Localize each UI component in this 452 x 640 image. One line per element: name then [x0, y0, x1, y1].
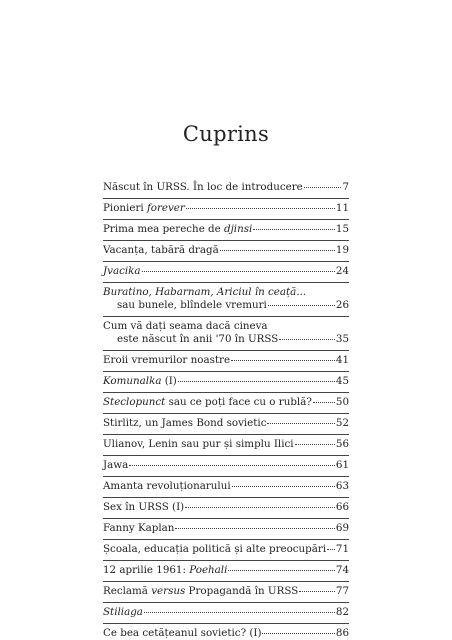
page-number: 74 — [336, 564, 349, 577]
entry-divider — [103, 581, 349, 582]
dot-leader — [228, 570, 334, 571]
page-number: 52 — [336, 417, 349, 430]
page-number: 24 — [336, 265, 349, 278]
entry-title-text: Cum vă dați seama dacă cineva — [103, 320, 268, 333]
toc-entry — [103, 371, 349, 389]
table-of-contents — [103, 181, 349, 640]
entry-divider — [103, 623, 349, 624]
entry-title-text: Poehali — [189, 564, 227, 577]
entry-title-text: Școala, educația politică și alte preocupări — [103, 543, 326, 556]
toc-line — [103, 627, 349, 640]
toc-entry — [103, 350, 349, 368]
toc-line — [103, 299, 349, 312]
entry-title-text: este născut în anii '70 în URSS — [117, 333, 278, 346]
toc-entry — [103, 518, 349, 536]
toc-line — [103, 223, 349, 236]
entry-divider — [103, 316, 349, 317]
entry-title-text: Buratino, Habarnam, Ariciul în ceață — [103, 286, 296, 299]
toc-line — [103, 354, 349, 367]
toc-entry — [103, 623, 349, 640]
entry-divider — [103, 413, 349, 414]
page-number: 19 — [336, 244, 349, 257]
entry-divider — [103, 219, 349, 220]
page-number: 69 — [336, 522, 349, 535]
toc-line — [103, 522, 349, 535]
entry-divider — [103, 434, 349, 435]
dot-leader — [231, 360, 335, 361]
toc-entry — [103, 476, 349, 494]
dot-leader — [129, 465, 335, 466]
entry-divider — [103, 518, 349, 519]
page-number: 63 — [336, 480, 349, 493]
entry-title-text: sau bunele, blîndele vremuri — [117, 299, 267, 312]
toc-line — [103, 286, 349, 299]
toc-entry — [103, 240, 349, 258]
entry-divider — [103, 497, 349, 498]
dot-leader — [313, 402, 335, 403]
toc-entry — [103, 282, 349, 313]
toc-line — [103, 320, 349, 333]
toc-line — [103, 564, 349, 577]
entry-title-text: Ulianov, Lenin sau pur și simplu Ilici — [103, 438, 294, 451]
toc-line — [103, 333, 349, 346]
toc-entry — [103, 602, 349, 620]
entry-title-text: Jvacika — [103, 265, 141, 278]
dot-leader — [175, 528, 334, 529]
entry-title-text: Născut în URSS. În loc de introducere — [103, 181, 303, 194]
toc-entry — [103, 413, 349, 431]
entry-title-text: Ce bea cetățeanul sovietic? (I) — [103, 627, 261, 640]
entry-title-text: Steclopunct — [103, 396, 165, 409]
toc-line — [103, 501, 349, 514]
toc-entry — [103, 434, 349, 452]
entry-title-text: forever — [147, 202, 185, 215]
toc-entry — [103, 219, 349, 237]
toc-entry — [103, 198, 349, 216]
page-number: 77 — [336, 585, 349, 598]
page-number: 41 — [336, 354, 349, 367]
entry-title-text: Stiliaga — [103, 606, 143, 619]
entry-title-text: Sex în URSS (I) — [103, 501, 184, 514]
page-number: 50 — [336, 396, 349, 409]
dot-leader — [142, 271, 335, 272]
entry-title-text: Fanny Kaplan — [103, 522, 174, 535]
entry-title-text: Prima mea pereche de — [103, 223, 224, 236]
page-number: 11 — [336, 202, 349, 215]
entry-divider — [103, 198, 349, 199]
dot-leader — [279, 339, 335, 340]
entry-title-text: Eroii vremurilor noastre — [103, 354, 230, 367]
dot-leader — [178, 381, 335, 382]
page-number: 86 — [336, 627, 349, 640]
toc-entry — [103, 181, 349, 194]
entry-divider — [103, 350, 349, 351]
page-number: 15 — [336, 223, 349, 236]
dot-leader — [262, 633, 334, 634]
toc-entry — [103, 261, 349, 279]
entry-title-text: 12 aprilie 1961: — [103, 564, 189, 577]
dot-leader — [327, 549, 335, 550]
entry-divider — [103, 539, 349, 540]
dot-leader — [253, 229, 335, 230]
toc-line — [103, 417, 349, 430]
page-number: 82 — [336, 606, 349, 619]
page-number: 71 — [336, 543, 349, 556]
dot-leader — [220, 250, 335, 251]
toc-line — [103, 202, 349, 215]
toc-line — [103, 375, 349, 388]
toc-line — [103, 438, 349, 451]
entry-title-text: (I) — [161, 375, 176, 388]
entry-divider — [103, 261, 349, 262]
toc-line — [103, 585, 349, 598]
dot-leader — [186, 208, 335, 209]
entry-title-text: Amanta revoluționarului — [103, 480, 231, 493]
page-number: 61 — [336, 459, 349, 472]
toc-entry — [103, 560, 349, 578]
page-number: 56 — [336, 438, 349, 451]
dot-leader — [295, 444, 335, 445]
entry-title-text: Pionieri — [103, 202, 147, 215]
dot-leader — [268, 305, 335, 306]
entry-divider — [103, 455, 349, 456]
page-title: Cuprins — [0, 122, 452, 146]
page-number: 66 — [336, 501, 349, 514]
dot-leader — [299, 591, 335, 592]
entry-title-text: Jawa — [103, 459, 128, 472]
toc-line — [103, 396, 349, 409]
entry-divider — [103, 240, 349, 241]
dot-leader — [267, 423, 334, 424]
entry-title-text: Propagandă în URSS — [185, 585, 298, 598]
toc-entry — [103, 581, 349, 599]
entry-title-text: djinsi — [224, 223, 252, 236]
dot-leader — [144, 612, 335, 613]
entry-title-text: Komunalka — [103, 375, 161, 388]
entry-divider — [103, 282, 349, 283]
entry-title-text: Reclamă — [103, 585, 151, 598]
toc-line — [103, 244, 349, 257]
toc-entry — [103, 539, 349, 557]
entry-title-text: sau ce poți face cu o rublă? — [165, 396, 312, 409]
dot-leader — [304, 187, 342, 188]
toc-entry — [103, 316, 349, 347]
entry-divider — [103, 476, 349, 477]
entry-divider — [103, 560, 349, 561]
entry-title-text: ... — [296, 286, 306, 299]
dot-leader — [185, 507, 335, 508]
toc-line — [103, 459, 349, 472]
toc-line — [103, 181, 349, 194]
entry-divider — [103, 392, 349, 393]
toc-entry — [103, 455, 349, 473]
toc-line — [103, 543, 349, 556]
entry-divider — [103, 602, 349, 603]
toc-line — [103, 480, 349, 493]
entry-title-text: Stirlitz, un James Bond sovietic — [103, 417, 266, 430]
page-number: 7 — [342, 181, 349, 194]
toc-entry — [103, 497, 349, 515]
toc-line — [103, 606, 349, 619]
page-number: 45 — [336, 375, 349, 388]
toc-entry — [103, 392, 349, 410]
entry-title-text: Vacanța, tabără dragă — [103, 244, 219, 257]
dot-leader — [232, 486, 335, 487]
page-number: 35 — [336, 333, 349, 346]
entry-title-text: versus — [151, 585, 185, 598]
page-number: 26 — [336, 299, 349, 312]
toc-line — [103, 265, 349, 278]
entry-divider — [103, 371, 349, 372]
